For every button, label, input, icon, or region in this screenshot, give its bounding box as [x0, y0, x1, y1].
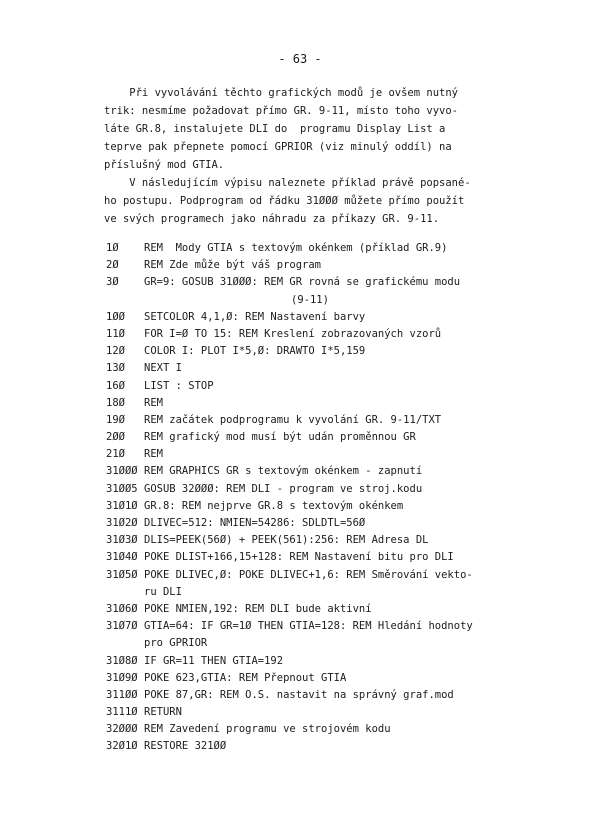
listing-line [106, 687, 506, 704]
listing-line [106, 653, 506, 670]
listing-line [106, 257, 506, 274]
code-statement: RESTORE 321ØØ [144, 740, 227, 753]
line-number: 3Ø [106, 276, 119, 289]
line-number: 1ØØ [106, 310, 125, 323]
code-statement: GOSUB 32ØØØ: REM DLI - program ve stroj.kodu [144, 482, 423, 495]
code-statement: REM Zde může být váš program [144, 259, 322, 272]
code-statement: REM GRAPHICS GR s textovým okénkem - zapnutí [144, 465, 423, 478]
text-line: ve svých programech jako náhradu za příkazy GR. 9-11. [104, 213, 440, 225]
line-number: 31ØØØ [106, 465, 138, 478]
code-statement: GR=9: GOSUB 31ØØØ: REM GR rovná se grafickému modu [144, 276, 461, 289]
code-statement: REM Mody GTIA s textovým okénkem (příklad GR.9) [144, 242, 448, 254]
listing-line [106, 618, 506, 635]
code-statement: SETCOLOR 4,1,Ø: REM Nastavení barvy [144, 310, 366, 323]
line-number: 3111Ø [106, 706, 138, 719]
line-number: 21Ø [106, 448, 125, 461]
listing-line [106, 429, 506, 446]
text-line: teprve pak přepnete pomocí GPRIOR (viz minulý oddíl) na [104, 141, 452, 153]
code-statement: RETURN [144, 706, 182, 719]
code-statement: GTIA=64: IF GR=1Ø THEN GTIA=128: REM Hledání hodnoty [144, 620, 473, 633]
code-statement: NEXT I [144, 362, 182, 375]
line-number: 31Ø9Ø [106, 671, 138, 684]
line-number: 31Ø1Ø [106, 499, 138, 512]
code-continuation: ru DLI [144, 585, 182, 598]
listing-line [106, 532, 506, 549]
code-statement: REM grafický mod musí být udán proměnnou GR [144, 431, 416, 444]
line-number: 31Ø2Ø [106, 517, 138, 529]
listing-line [106, 326, 506, 343]
line-number: 12Ø [106, 345, 125, 358]
code-statement: POKE DLIVEC,Ø: POKE DLIVEC+1,6: REM Směrování vekto- [144, 568, 473, 581]
text-line: Při vyvolávání těchto grafických modů je ovšem nutný [104, 87, 459, 99]
code-statement: IF GR=11 THEN GTIA=192 [144, 654, 284, 667]
listing-line [106, 721, 506, 738]
line-number: 31ØØ5 [106, 482, 138, 495]
basic-listing [106, 240, 506, 756]
text-line: V následujícím výpisu naleznete příklad právě popsané- [104, 177, 471, 189]
line-number: 31Ø6Ø [106, 602, 138, 615]
code-statement: LIST : STOP [144, 379, 214, 392]
listing-line [106, 378, 506, 395]
listing-line [106, 309, 506, 326]
code-statement: DLIS=PEEK(56Ø) + PEEK(561):256: REM Adresa DL [144, 534, 429, 547]
listing-line [106, 463, 506, 480]
code-statement: REM Zavedení programu ve strojovém kodu [144, 723, 391, 736]
listing-line [106, 704, 506, 721]
code-statement: POKE DLIST+166,15+128: REM Nastavení bitu pro DLI [144, 551, 454, 564]
code-statement: GR.8: REM nejprve GR.8 s textovým okénkem [144, 499, 404, 512]
text-line: příslušný mod GTIA. [104, 159, 225, 171]
listing-line [106, 549, 506, 566]
line-number: 16Ø [106, 379, 125, 392]
text-line: ho postupu. Podprogram od řádku 31ØØØ můžete přímo použít [104, 195, 465, 207]
listing-line [106, 395, 506, 412]
listing-line [106, 738, 506, 755]
listing-line [106, 446, 506, 463]
code-statement: POKE 87,GR: REM O.S. nastavit na správný graf.mod [144, 688, 454, 701]
line-number: 11Ø [106, 327, 125, 340]
line-number: 311ØØ [106, 688, 138, 701]
listing-line [106, 515, 506, 532]
line-number: 31Ø4Ø [106, 551, 138, 564]
line-number: 32Ø1Ø [106, 740, 138, 753]
listing-line [106, 498, 506, 515]
listing-line [106, 360, 506, 377]
code-statement: DLIVEC=512: NMIEN=54286: SDLDTL=56Ø [144, 517, 366, 529]
text-line: láte GR.8, instalujete DLI do programu Display List a [104, 123, 446, 135]
line-number: 18Ø [106, 396, 125, 409]
listing-line [106, 292, 506, 309]
listing-line [106, 412, 506, 429]
line-number: 2ØØ [106, 431, 125, 444]
listing-line [106, 635, 506, 652]
listing-line [106, 601, 506, 618]
line-number: 31Ø5Ø [106, 568, 138, 581]
code-statement: COLOR I: PLOT I*5,Ø: DRAWTO I*5,159 [144, 345, 366, 358]
line-number: 2Ø [106, 259, 119, 272]
listing-line [106, 274, 506, 291]
code-statement: REM [144, 396, 163, 409]
listing-line [106, 567, 506, 584]
body-text [104, 84, 504, 228]
line-number: 31Ø3Ø [106, 534, 138, 547]
code-statement: REM začátek podprogramu k vyvolání GR. 9-11/TXT [144, 413, 442, 426]
listing-line [106, 343, 506, 360]
line-number: 31Ø7Ø [106, 620, 138, 633]
listing-line [106, 584, 506, 601]
code-statement: REM [144, 448, 163, 461]
code-statement: POKE 623,GTIA: REM Přepnout GTIA [144, 671, 347, 684]
listing-line [106, 670, 506, 687]
code-statement: POKE NMIEN,192: REM DLI bude aktivní [144, 602, 372, 615]
line-number: 32ØØØ [106, 723, 138, 736]
code-continuation: (9-11) [291, 293, 329, 306]
code-continuation: pro GPRIOR [144, 637, 208, 650]
text-line: trik: nesmíme požadovat přímo GR. 9-11, místo toho vyvo- [104, 105, 459, 117]
code-statement: FOR I=Ø TO 15: REM Kreslení zobrazovaných vzorů [144, 327, 442, 340]
line-number: 31Ø8Ø [106, 654, 138, 667]
listing-line [106, 481, 506, 498]
line-number: 13Ø [106, 362, 125, 375]
listing-line [106, 240, 506, 257]
line-number: 1Ø [106, 242, 119, 254]
line-number: 19Ø [106, 413, 125, 426]
page-number: - 63 - [278, 52, 322, 66]
